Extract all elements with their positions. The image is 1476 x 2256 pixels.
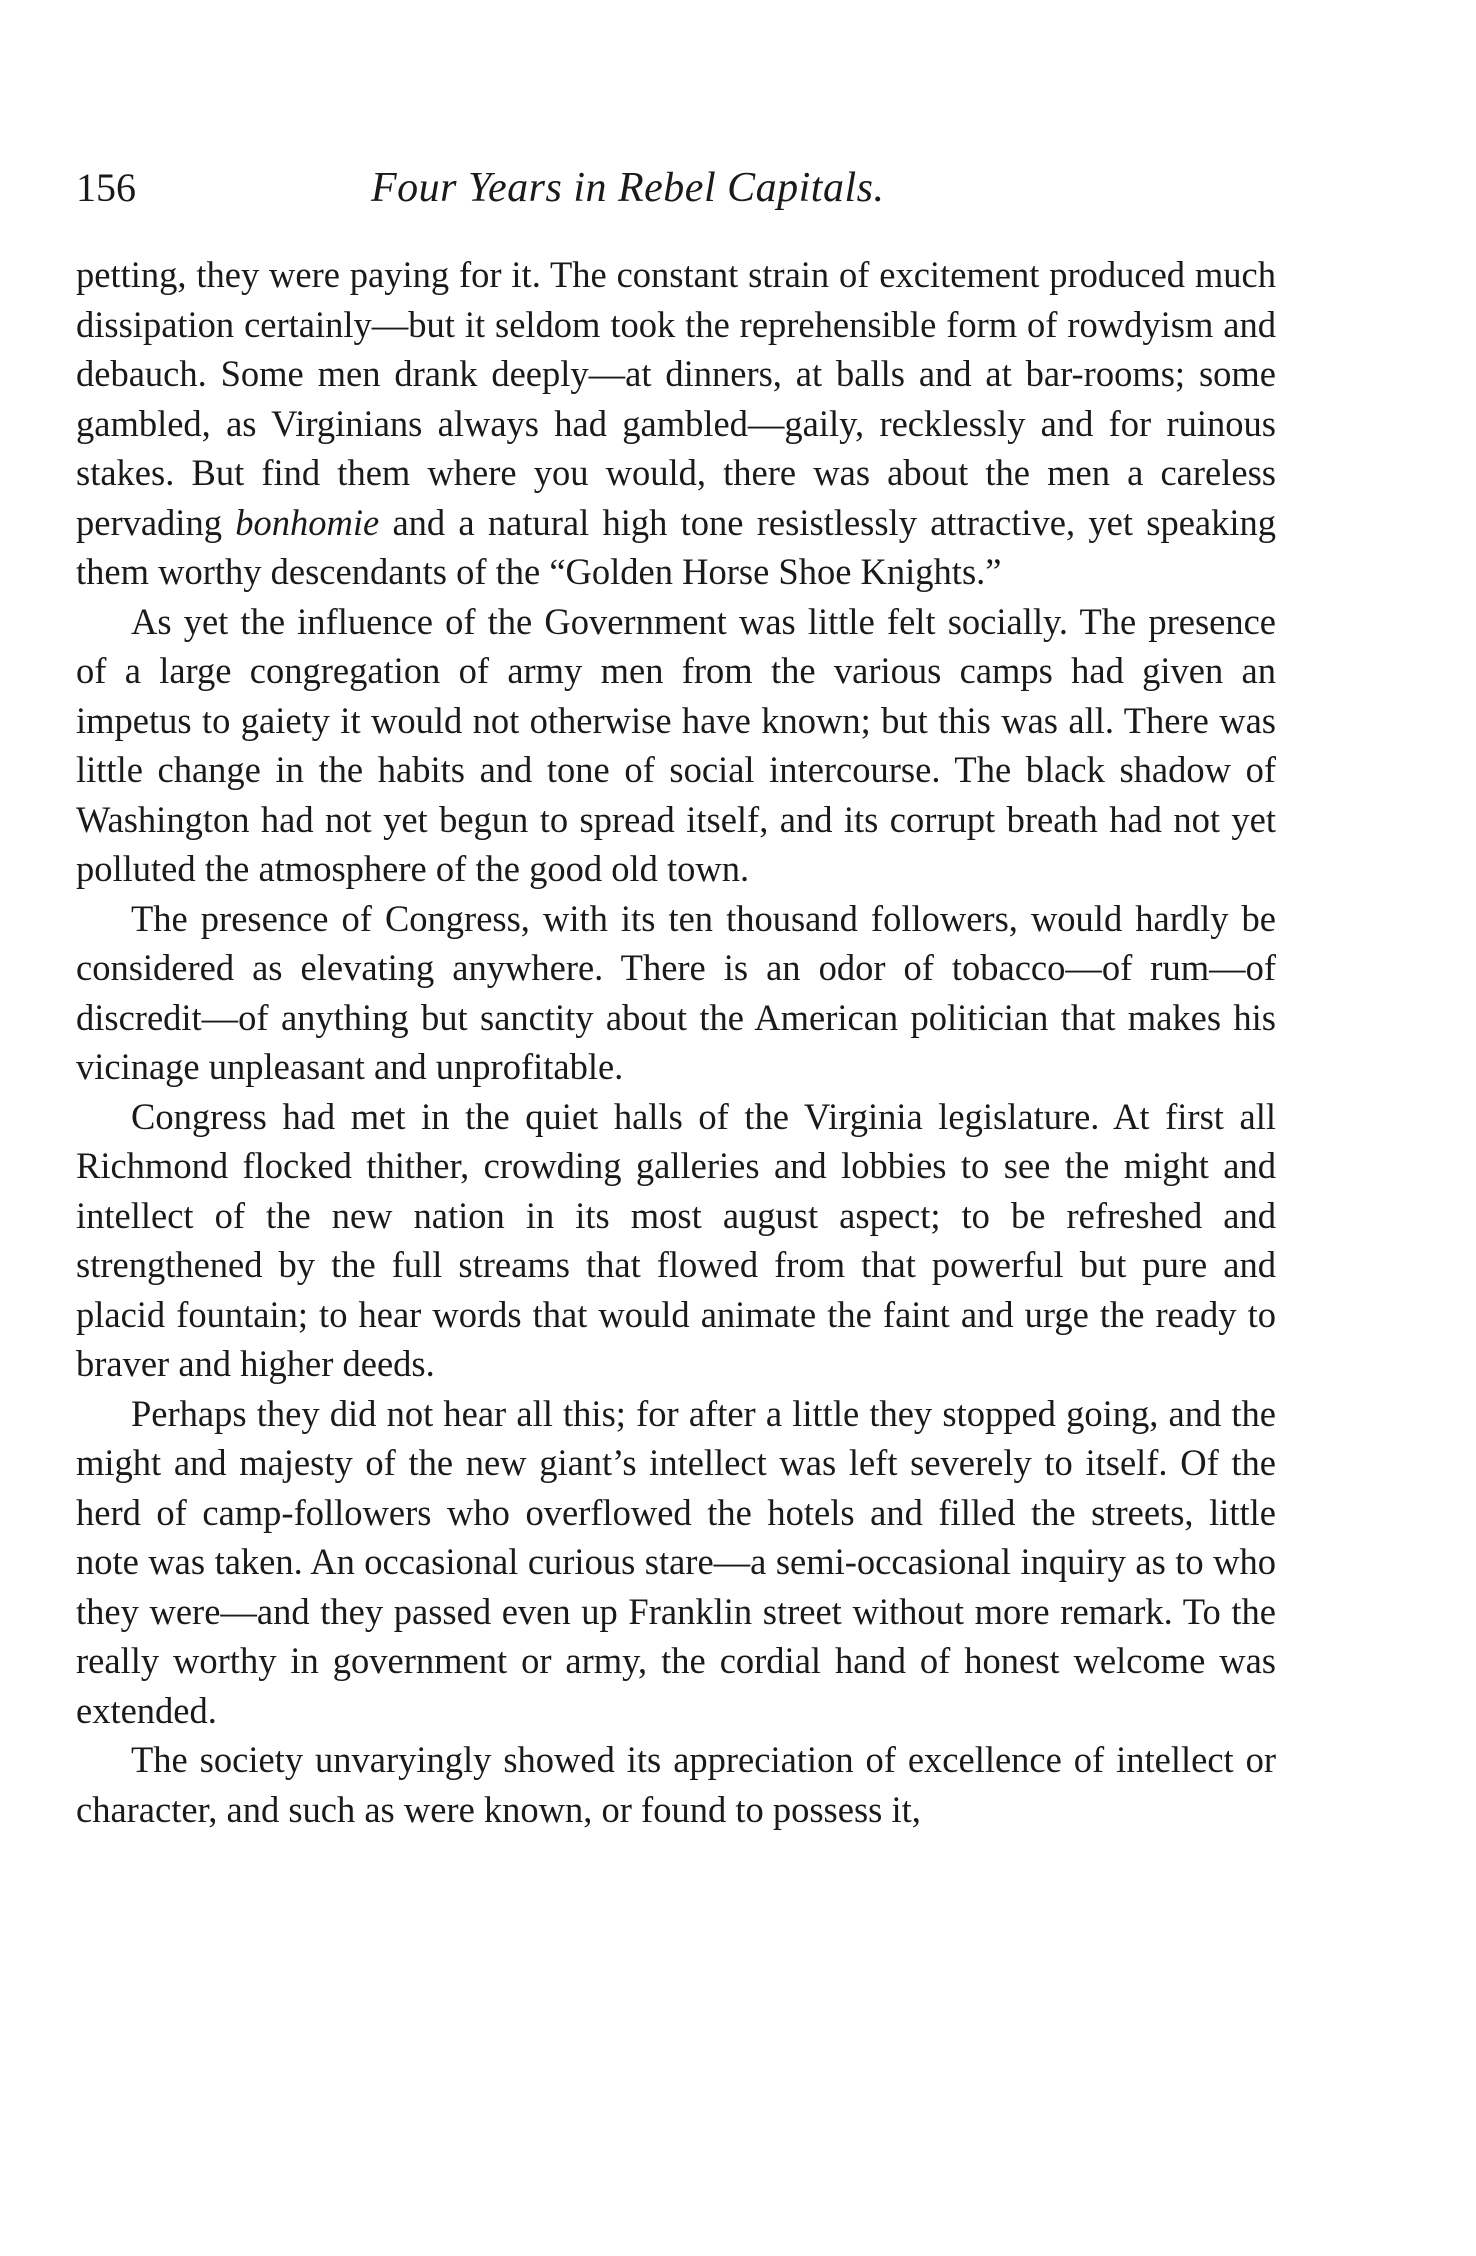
paragraph-text: petting, they were paying for it. The constant strain of excitement produced much dissipation certainly—but it seldom took the reprehensible form of rowdyism and debauch. Some men drank deeply—at dinners, at balls and at bar-rooms; some gambled, as Virginians always had gambled—gaily, recklessly and for ruinous stakes. But find them where you would, there was about the men a careless pervading xyxy=(76,254,1276,543)
italic-phrase: bonhomie xyxy=(235,501,380,543)
paragraph-text: and a natural high tone resistlessly attractive, yet speaking them worthy descendants of the “Golden Horse Shoe Knights.” xyxy=(76,501,1276,592)
body-text xyxy=(76,250,1276,1834)
paragraph-4 xyxy=(76,1092,1276,1389)
paragraph-text: Congress had met in the quiet halls of the Virginia legislature. At first all Richmond flocked thither, crowding galleries and lobbies to see the might and intellect of the new nation in its most august aspect; to be refreshed and strengthened by the full streams that flowed from that powerful but pure and placid fountain; to hear words that would animate the faint and urge the ready to braver and higher deeds. xyxy=(76,1095,1276,1384)
running-title: Four Years in Rebel Capitals. xyxy=(371,165,885,211)
paragraph-3 xyxy=(76,894,1276,1092)
running-head xyxy=(76,158,1276,218)
paragraph-6 xyxy=(76,1735,1276,1834)
paragraph-1 xyxy=(76,250,1276,597)
paragraph-text: The society unvaryingly showed its appreciation of excellence of intellect or character, and such as were known, or found to possess it, xyxy=(76,1739,1276,1830)
paragraph-text: The presence of Congress, with its ten thousand followers, would hardly be considered as elevating anywhere. There is an odor of tobacco—of rum—of discredit—of anything but sanctity about the American politician that makes his vicinage unpleasant and unprofitable. xyxy=(76,897,1276,1087)
paragraph-text: Perhaps they did not hear all this; for after a little they stopped going, and the might and majesty of the new giant’s intellect was left severely to itself. Of the herd of camp-followers who overflowed the hotels and filled the streets, little note was taken. An occasional curious stare—a semi-occasional inquiry as to who they were—and they passed even up Franklin street without more remark. To the really worthy in government or army, the cordial hand of honest welcome was extended. xyxy=(76,1392,1276,1731)
paragraph-2 xyxy=(76,597,1276,894)
page-number: 156 xyxy=(76,165,136,210)
paragraph-text: As yet the influence of the Government was little felt socially. The presence of a large congregation of army men from the various camps had given an impetus to gaiety it would not otherwise have known; but this was all. There was little change in the habits and tone of social intercourse. The black shadow of Washington had not yet begun to spread itself, and its corrupt breath had not yet polluted the atmosphere of the good old town. xyxy=(76,600,1276,889)
paragraph-5 xyxy=(76,1389,1276,1736)
book-page xyxy=(76,0,1276,2256)
